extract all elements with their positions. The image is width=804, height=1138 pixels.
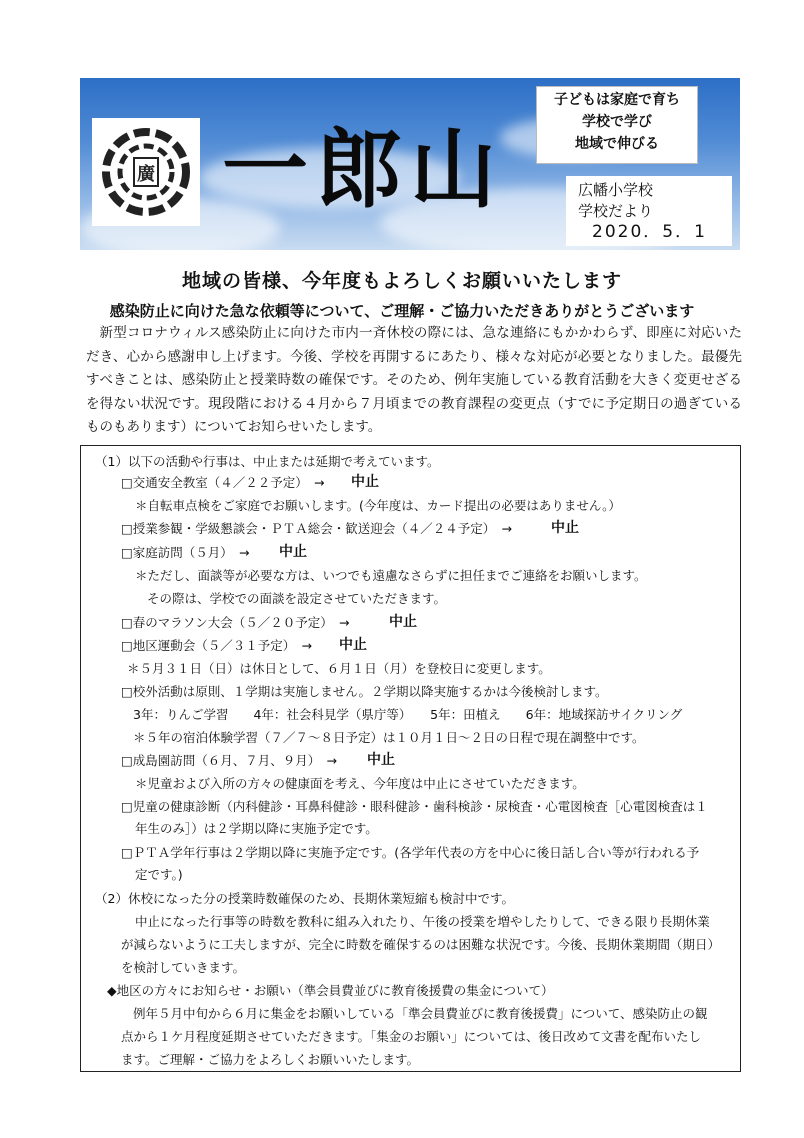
cancel-label: 中止 (551, 520, 579, 536)
community-notice-text-1: 例年５月中旬から６月に集金をお願いしている「準会員費並びに教育後援費」について、感染防止の観 (133, 1006, 708, 1021)
notice-box (80, 445, 741, 1072)
item-marathon: □春のマラソン大会（５／２０予定） → (121, 615, 350, 630)
section-2-text-2: が減らないように工夫しますが、完全に時数を確保するのは困難な状況です。今後、長期休業期間（期日） (121, 937, 721, 952)
section-2-heading: （2）休校になった分の授業時数確保のため、長期休業短縮も検討中です。 (95, 891, 514, 906)
item-home-visit: □家庭訪問（５月） → (121, 545, 250, 560)
section-2-text-3: を検討していきます。 (121, 960, 246, 975)
note-sports-day: ＊５月３１日（日）は休日として、６月１日（月）を登校日に変更します。 (127, 661, 551, 676)
school-emblem-icon (98, 124, 194, 220)
note-bicycle: ＊自転車点検をご家庭でお願いします。(今年度は、カード提出の必要はありません。） (135, 498, 621, 513)
item-traffic-safety: □交通安全教室（４／２２予定） → (121, 475, 325, 490)
note-interview: ＊ただし、面談等が必要な方は、いつでも遠慮なさらずに担任までご連絡をお願いします。 (135, 568, 647, 583)
cancel-label: 中止 (339, 637, 367, 653)
subheadline: 感染防止に向けた急な依頼等について、ご理解・ご協力いただきありがとうございます (109, 302, 695, 320)
grade-activities: 3年：りんご学習 4年：社会科見学（県庁等） 5年：田植え 6年：地域探訪サイクリング (133, 707, 683, 722)
note-nursing-home: ＊児童および入所の方々の健康面を考え、今年度は中止にさせていただきます。 (135, 776, 585, 791)
item-pta-events: □ＰＴＡ学年行事は２学期以降に実施予定です。(各学年代表の方を中心に後日話し合い等が行われる予 (121, 845, 700, 860)
community-notice-text-3: ます。ご理解・ご協力をよろしくお願いいたします。 (121, 1052, 420, 1067)
item-open-class: □授業参観・学級懇談会・ＰＴＡ総会・歓送迎会（４／２４予定） → (121, 521, 513, 536)
headline: 地域の皆様、今年度もよろしくお願いいたします (181, 270, 622, 292)
newsletter-title: 一郎山 (222, 119, 504, 220)
item-pta-events-2: 定です。) (135, 867, 183, 882)
issue-date: 2020．5．1 (592, 222, 707, 242)
newsletter-name: 学校だより (578, 202, 654, 220)
intro-paragraph: 新型コロナウィルス感染防止に向けた市内一斉休校の際には、急な連絡にもかかわらず、即座に対応いただき、心から感謝申し上げます。今後、学校を再開するにあたり、様々な対応が必要となりました。最優先すべきことは、感染防止と授業時数の確保です。そのため、例年実施している教育活動を大きく変更せざるを得ない状況です。現段階における４月から７月頃までの教育課程の変更点（すでに予定期日の過ぎているものもあります）についてお知らせいたします。 (86, 325, 742, 435)
motto-line-1: 子どもは家庭で育ち (554, 92, 680, 108)
note-interview-2: その際は、学校での面談を設定させていただきます。 (147, 591, 447, 606)
item-nursing-home: □成島園訪問（６月、７月、９月） → (121, 753, 338, 768)
school-info (566, 176, 732, 246)
section-2-text-1: 中止になった行事等の時数を教科に組み入れたり、午後の授業を増やしたりして、できる限り長期休業 (135, 914, 710, 929)
note-camp: ＊５年の宿泊体験学習（７／７～８日予定）は１０月１日～２日の日程で現在調整中です。 (133, 730, 645, 745)
item-sports-day: □地区運動会（５／３１予定） → (121, 638, 313, 653)
item-health-check-2: 年生のみ］）は２学期以降に実施予定です。 (135, 821, 378, 836)
school-emblem (92, 118, 200, 226)
community-notice-text-2: 点から１ケ月程度延期させていただきます。「集金のお願い」については、後日改めて文書を配布いたし (121, 1029, 702, 1044)
cancel-label: 中止 (389, 614, 417, 630)
motto-line-2: 学校で学び (582, 114, 652, 130)
cancel-label: 中止 (279, 544, 307, 560)
school-name: 広幡小学校 (578, 181, 654, 199)
community-notice-heading: ◆地区の方々にお知らせ・お願い（準会員費並びに教育後援費の集金について） (107, 983, 554, 998)
cancel-label: 中止 (351, 474, 379, 490)
school-motto (536, 86, 698, 164)
item-field-activities: □校外活動は原則、１学期は実施しません。２学期以降実施するかは今後検討します。 (121, 684, 608, 699)
item-health-check: □児童の健康診断（内科健診・耳鼻科健診・眼科健診・歯科検診・尿検査・心電図検査［心電図検査は１ (121, 799, 708, 814)
emblem-char: 廣 (137, 164, 155, 185)
section-1-heading: （1）以下の活動や行事は、中止または延期で考えています。 (95, 454, 440, 469)
cancel-label: 中止 (367, 752, 395, 768)
motto-line-3: 地域で伸びる (575, 136, 659, 152)
